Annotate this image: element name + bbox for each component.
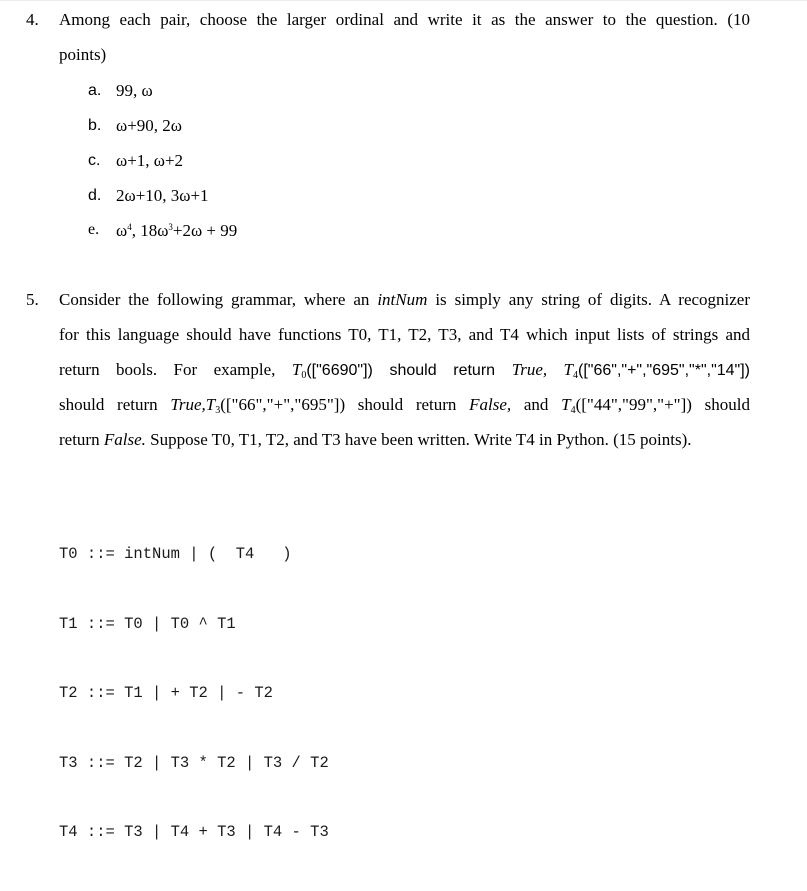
grammar-rule-t4: T4 ::= T3 | T4 + T3 | T4 - T3 bbox=[59, 823, 329, 841]
exponent: 3 bbox=[168, 222, 173, 232]
question-5-prompt-line-3 bbox=[59, 360, 750, 381]
grammar-rule-t3: T3 ::= T2 | T3 * T2 | T3 / T2 bbox=[59, 753, 329, 772]
bool-false: False. bbox=[103, 430, 146, 449]
question-5-prompt-line-1 bbox=[59, 290, 750, 310]
item-label: b. bbox=[88, 117, 102, 134]
ordinal-term: ω bbox=[116, 221, 128, 240]
grammar-rule-t0: T0 ::= intNum | ( T4 ) bbox=[59, 545, 292, 563]
question-5-prompt-line-4 bbox=[59, 395, 750, 415]
text-run: Suppose T0, T1, T2, and T3 have been written. Write T4 in Python. (15 points). bbox=[145, 430, 692, 449]
term-intnum: intNum bbox=[377, 290, 428, 309]
text-run: and bbox=[511, 395, 562, 414]
ordinal-term: , 18ω bbox=[131, 221, 169, 240]
item-label: d. bbox=[88, 187, 102, 204]
bool-false: False, bbox=[469, 395, 512, 414]
text-run: (["66","+","695"]) should return bbox=[220, 395, 470, 414]
item-text: 2ω+10, 3ω+1 bbox=[116, 186, 209, 205]
item-text: ω+90, 2ω bbox=[116, 116, 182, 135]
question-4-prompt-line-1: Among each pair, choose the larger ordinal and write it as the answer to the question. (10 bbox=[59, 10, 750, 29]
function-name: T bbox=[561, 395, 571, 414]
text-run: is simply any string of digits. A recognizer bbox=[427, 290, 751, 309]
text-run: return bbox=[59, 430, 104, 449]
text-run: (["6690"]) should return bbox=[306, 362, 512, 379]
grammar-code-block bbox=[59, 497, 329, 891]
text-run: (["66","+","695","*","14"]) bbox=[578, 362, 750, 379]
grammar-rule-t2: T2 ::= T1 | + T2 | - T2 bbox=[59, 684, 273, 702]
ordinal-term: +2ω + 99 bbox=[172, 221, 238, 240]
text-run: Consider the following grammar, where an bbox=[59, 290, 378, 309]
page-top-edge bbox=[0, 0, 807, 1]
bool-true: True, bbox=[511, 360, 548, 379]
subscript: 4 bbox=[573, 370, 579, 381]
item-text bbox=[116, 221, 237, 241]
grammar-rule-t1: T1 ::= T0 | T0 ^ T1 bbox=[59, 614, 236, 633]
bool-true: True, bbox=[170, 395, 206, 414]
text-run: return bools. For example, bbox=[59, 360, 292, 379]
exponent: 4 bbox=[127, 222, 132, 232]
item-label: a. bbox=[88, 82, 102, 99]
question-5-prompt-line-5 bbox=[59, 430, 692, 450]
item-text: ω+1, ω+2 bbox=[116, 151, 184, 170]
question-5-prompt-line-2: for this language should have functions T0, T1, T2, T3, and T4 which input lists of strings and bbox=[59, 325, 750, 344]
function-name: T bbox=[205, 395, 216, 414]
text-run: should return bbox=[59, 395, 171, 414]
subscript: 3 bbox=[215, 405, 221, 416]
question-4-number: 4. bbox=[26, 10, 39, 29]
function-name: T bbox=[547, 360, 574, 379]
question-4-prompt-line-2: points) bbox=[59, 45, 107, 64]
subscript: 0 bbox=[301, 370, 307, 381]
item-label: c. bbox=[88, 152, 101, 169]
item-text: 99, ω bbox=[116, 81, 153, 100]
text-run: (["44","99","+"]) should bbox=[575, 395, 750, 414]
function-name: T bbox=[291, 360, 302, 379]
subscript: 4 bbox=[570, 405, 576, 416]
item-label: e. bbox=[88, 221, 100, 238]
question-5-number: 5. bbox=[26, 290, 39, 309]
